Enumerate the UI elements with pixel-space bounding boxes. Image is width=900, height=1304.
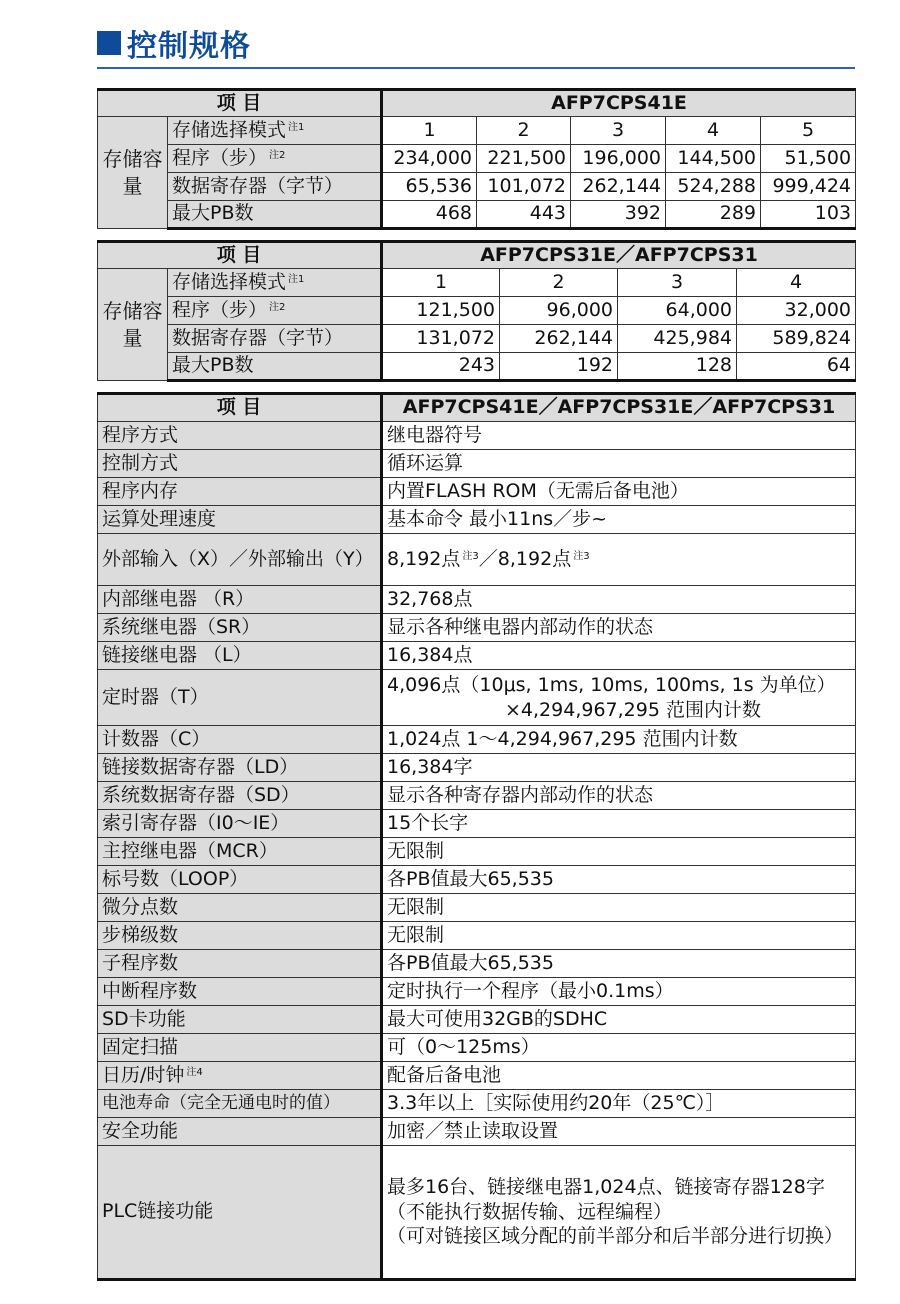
table-row xyxy=(98,866,856,894)
row-label: 系统数据寄存器（SD） xyxy=(98,782,382,810)
row-label: PLC链接功能 xyxy=(98,1146,382,1280)
table-row xyxy=(98,1118,856,1146)
table-row xyxy=(98,325,856,353)
row-value: 各PB值最大65,535 xyxy=(382,950,856,978)
row-label: 电池寿命（完全无通电时的值） xyxy=(98,1090,382,1118)
table-cell: 243 xyxy=(382,353,500,381)
table-cell: 425,984 xyxy=(618,325,737,353)
row-label: 主控继电器（MCR） xyxy=(98,838,382,866)
model-header: AFP7CPS41E xyxy=(382,90,856,117)
row-label: 微分点数 xyxy=(98,894,382,922)
storage-capacity-label: 存储容量 xyxy=(98,117,168,229)
row-label: 运算处理速度 xyxy=(98,506,382,534)
table-cell: 3 xyxy=(618,269,737,297)
row-label: 数据寄存器（字节） xyxy=(168,173,382,201)
table-cell: 999,424 xyxy=(761,173,856,201)
heading-divider xyxy=(97,67,855,69)
table-row xyxy=(98,726,856,754)
row-label: 中断程序数 xyxy=(98,978,382,1006)
table-cell: 524,288 xyxy=(666,173,761,201)
row-label: 外部输入（X）／外部输出（Y） xyxy=(98,534,382,586)
table-row xyxy=(98,1090,856,1118)
table-row xyxy=(98,754,856,782)
section-heading xyxy=(97,18,251,68)
row-label: SD卡功能 xyxy=(98,1006,382,1034)
row-label: 内部继电器 （R） xyxy=(98,586,382,614)
table-row xyxy=(98,614,856,642)
row-value: 无限制 xyxy=(382,838,856,866)
row-label: 链接继电器 （L） xyxy=(98,642,382,670)
table-header-row xyxy=(98,394,856,422)
control-spec-table xyxy=(97,392,856,1281)
table-row xyxy=(98,1034,856,1062)
table-row xyxy=(98,922,856,950)
row-label: 系统继电器（SR） xyxy=(98,614,382,642)
row-value: 最大可使用32GB的SDHC xyxy=(382,1006,856,1034)
page-title: 控制规格 xyxy=(127,29,251,64)
row-value: 显示各种继电器内部动作的状态 xyxy=(382,614,856,642)
row-label: 程序方式 xyxy=(98,422,382,450)
row-label: 程序（步） $^{注2}$ xyxy=(168,297,382,325)
table-cell: 468 xyxy=(382,201,477,229)
table-cell: 1 xyxy=(382,269,500,297)
row-label: 步梯级数 xyxy=(98,922,382,950)
row-value: 内置FLASH ROM（无需后备电池） xyxy=(382,478,856,506)
table-row xyxy=(98,1006,856,1034)
table-row xyxy=(98,810,856,838)
row-value: 15个长字 xyxy=(382,810,856,838)
table-header-row xyxy=(98,242,856,269)
row-value: 无限制 xyxy=(382,922,856,950)
table-row xyxy=(98,1062,856,1090)
row-label: 控制方式 xyxy=(98,450,382,478)
table-cell: 4 xyxy=(666,117,761,145)
row-value: 定时执行一个程序（最小0.1ms） xyxy=(382,978,856,1006)
table-cell: 2 xyxy=(477,117,571,145)
row-value: 32,768点 xyxy=(382,586,856,614)
table-row xyxy=(98,670,856,726)
row-value: 8,192点 $^{注3}$／8,192点 $^{注3}$ xyxy=(382,534,856,586)
table-cell: 5 xyxy=(761,117,856,145)
row-label: 安全功能 xyxy=(98,1118,382,1146)
table-cell: 65,536 xyxy=(382,173,477,201)
table-row xyxy=(98,534,856,586)
table-cell: 51,500 xyxy=(761,145,856,173)
table-cell: 1 xyxy=(382,117,477,145)
table-row xyxy=(98,201,856,229)
row-label: 程序（步） $^{注2}$ xyxy=(168,145,382,173)
table-cell: 64,000 xyxy=(618,297,737,325)
table-cell: 262,144 xyxy=(571,173,666,201)
table-header-row xyxy=(98,90,856,117)
table-cell: 234,000 xyxy=(382,145,477,173)
row-label: 存储选择模式 $^{注1}$ xyxy=(168,269,382,297)
table-row xyxy=(98,1146,856,1280)
table-row xyxy=(98,478,856,506)
table-cell: 103 xyxy=(761,201,856,229)
table-row xyxy=(98,642,856,670)
table-cell: 289 xyxy=(666,201,761,229)
row-label: 索引寄存器（I0～IE） xyxy=(98,810,382,838)
row-value: 继电器符号 xyxy=(382,422,856,450)
row-label: 日历/时钟 $^{注4}$ xyxy=(98,1062,382,1090)
row-label: 程序内存 xyxy=(98,478,382,506)
table-cell: 192 xyxy=(500,353,618,381)
item-header: 项 目 xyxy=(98,90,382,117)
model-header: AFP7CPS41E／AFP7CPS31E／AFP7CPS31 xyxy=(382,394,856,422)
table-cell: 96,000 xyxy=(500,297,618,325)
row-value: 16,384点 xyxy=(382,642,856,670)
row-value: 3.3年以上［实际使用约20年（25℃）］ xyxy=(382,1090,856,1118)
table-cell: 262,144 xyxy=(500,325,618,353)
row-label: 链接数据寄存器（LD） xyxy=(98,754,382,782)
table-row xyxy=(98,269,856,297)
table-cell: 144,500 xyxy=(666,145,761,173)
table-row xyxy=(98,117,856,145)
row-label: 最大PB数 xyxy=(168,201,382,229)
table-cell: 131,072 xyxy=(382,325,500,353)
row-label: 标号数（LOOP） xyxy=(98,866,382,894)
row-label: 数据寄存器（字节） xyxy=(168,325,382,353)
table-row xyxy=(98,506,856,534)
row-label: 固定扫描 xyxy=(98,1034,382,1062)
table-row xyxy=(98,297,856,325)
row-value: 循环运算 xyxy=(382,450,856,478)
table-cell: 2 xyxy=(500,269,618,297)
model-header: AFP7CPS31E／AFP7CPS31 xyxy=(382,242,856,269)
table-cell: 32,000 xyxy=(737,297,856,325)
row-value: 1,024点 1～4,294,967,295 范围内计数 xyxy=(382,726,856,754)
heading-square-icon xyxy=(97,31,121,55)
row-value: 显示各种寄存器内部动作的状态 xyxy=(382,782,856,810)
table-cell: 4 xyxy=(737,269,856,297)
row-value: 可（0～125ms） xyxy=(382,1034,856,1062)
table-row xyxy=(98,838,856,866)
row-value: 无限制 xyxy=(382,894,856,922)
table-row xyxy=(98,353,856,381)
memory-table-cps41e xyxy=(97,88,856,230)
table-row xyxy=(98,950,856,978)
item-header: 项 目 xyxy=(98,394,382,422)
table-cell: 64 xyxy=(737,353,856,381)
row-value: 基本命令 最小11ns／步~ xyxy=(382,506,856,534)
table-row xyxy=(98,450,856,478)
table-cell: 121,500 xyxy=(382,297,500,325)
row-label: 子程序数 xyxy=(98,950,382,978)
table-row xyxy=(98,782,856,810)
row-value: 16,384字 xyxy=(382,754,856,782)
table-row xyxy=(98,422,856,450)
row-value: 配备后备电池 xyxy=(382,1062,856,1090)
row-label: 最大PB数 xyxy=(168,353,382,381)
row-value: 各PB值最大65,535 xyxy=(382,866,856,894)
row-label: 存储选择模式 $^{注1}$ xyxy=(168,117,382,145)
table-cell: 3 xyxy=(571,117,666,145)
table-row xyxy=(98,894,856,922)
memory-table-cps31 xyxy=(97,240,856,382)
table-cell: 196,000 xyxy=(571,145,666,173)
table-row xyxy=(98,145,856,173)
table-row xyxy=(98,978,856,1006)
row-label: 计数器（C） xyxy=(98,726,382,754)
table-cell: 221,500 xyxy=(477,145,571,173)
row-value: 加密／禁止读取设置 xyxy=(382,1118,856,1146)
table-cell: 128 xyxy=(618,353,737,381)
table-cell: 589,824 xyxy=(737,325,856,353)
storage-capacity-label: 存储容量 xyxy=(98,269,168,381)
row-value: 4,096点（10μs, 1ms, 10ms, 100ms, 1s 为单位） ×4,294,967,295 范围内计数 xyxy=(382,670,856,726)
table-row xyxy=(98,586,856,614)
row-value: 最多16台、链接继电器1,024点、链接寄存器128字 （不能执行数据传输、远程编程） （可对链接区域分配的前半部分和后半部分进行切换） xyxy=(382,1146,856,1280)
table-cell: 101,072 xyxy=(477,173,571,201)
table-cell: 392 xyxy=(571,201,666,229)
table-cell: 443 xyxy=(477,201,571,229)
row-label: 定时器（T） xyxy=(98,670,382,726)
table-row xyxy=(98,173,856,201)
item-header: 项 目 xyxy=(98,242,382,269)
